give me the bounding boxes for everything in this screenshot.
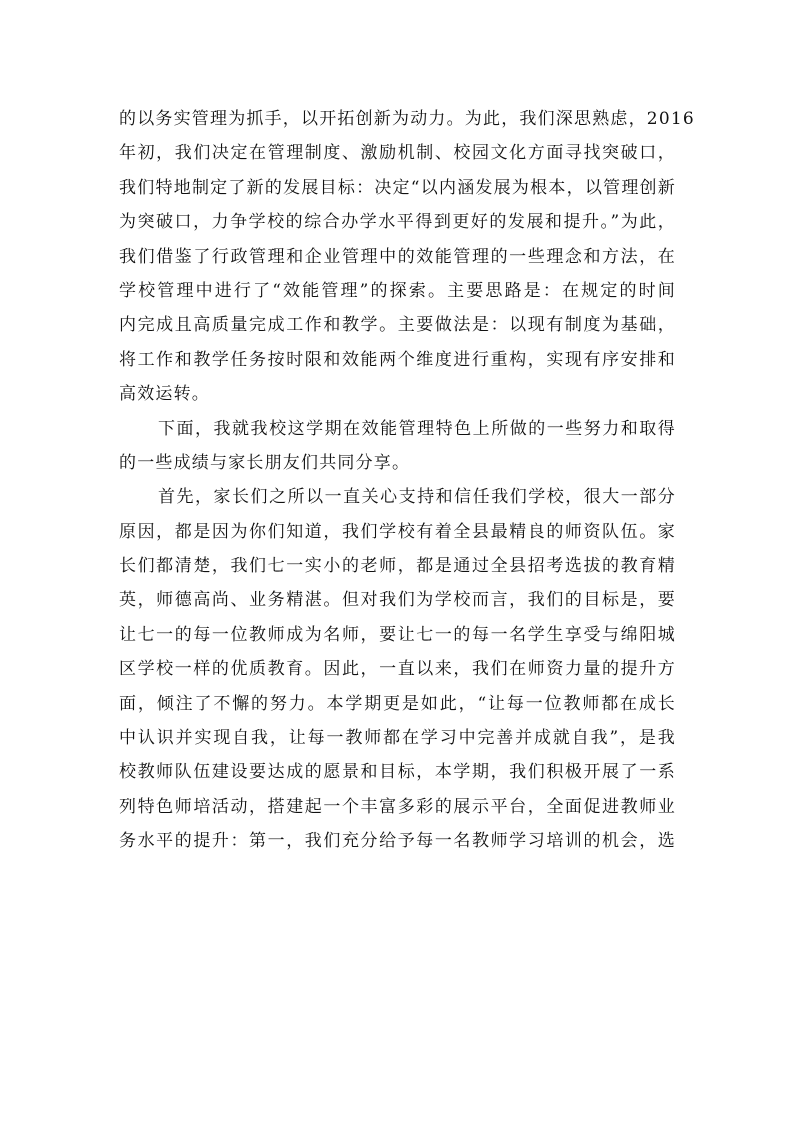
text-line: 校教师队伍建设要达成的愿景和目标，本学期，我们积极开展了一系 <box>119 762 676 783</box>
text-line: 让七一的每一位教师成为名师，要让七一的每一名学生享受与绵阳城 <box>119 624 676 645</box>
text-line: 为突破口，力争学校的综合办学水平得到更好的发展和提升。”为此， <box>119 212 676 233</box>
body-text <box>119 102 695 859</box>
text-line: 学校管理中进行了“效能管理”的探索。主要思路是：在规定的时间 <box>119 280 676 301</box>
text-line: 的一些成绩与家长朋友们共同分享。 <box>119 452 411 473</box>
text-line: 内完成且高质量完成工作和教学。主要做法是：以现有制度为基础， <box>119 315 676 336</box>
text-line: 区学校一样的优质教育。因此，一直以来，我们在师资力量的提升方 <box>119 659 676 680</box>
text-line: 务水平的提升：第一，我们充分给予每一名教师学习培训的机会，选 <box>119 831 676 852</box>
text-line: 首先，家长们之所以一直关心支持和信任我们学校，很大一部分 <box>158 487 676 508</box>
text-line: 英，师德高尚、业务精湛。但对我们为学校而言，我们的目标是，要 <box>119 590 676 611</box>
text-line: 我们特地制定了新的发展目标：决定“以内涵发展为根本，以管理创新 <box>119 177 676 198</box>
text-line: 列特色师培活动，搭建起一个丰富多彩的展示平台，全面促进教师业 <box>119 796 676 817</box>
text-line: 原因，都是因为你们知道，我们学校有着全县最精良的师资队伍。家 <box>119 521 676 542</box>
text-line: 长们都清楚，我们七一实小的老师，都是通过全县招考选拔的教育精 <box>119 556 676 577</box>
text-line: 我们借鉴了行政管理和企业管理中的效能管理的一些理念和方法，在 <box>119 246 676 267</box>
text-line: 高效运转。 <box>119 384 210 405</box>
text-line: 下面，我就我校这学期在效能管理特色上所做的一些努力和取得 <box>158 418 676 439</box>
text-line: 中认识并实现自我，让每一教师都在学习中完善并成就自我”，是我 <box>119 728 676 749</box>
text-line: 将工作和教学任务按时限和效能两个维度进行重构，实现有序安排和 <box>119 349 676 370</box>
text-line: 的以务实管理为抓手，以开拓创新为动力。为此，我们深思熟虑，2016 <box>119 109 695 129</box>
text-line: 年初，我们决定在管理制度、激励机制、校园文化方面寻找突破口， <box>119 143 676 164</box>
text-line: 面，倾注了不懈的努力。本学期更是如此，“让每一位教师都在成长 <box>119 693 676 714</box>
